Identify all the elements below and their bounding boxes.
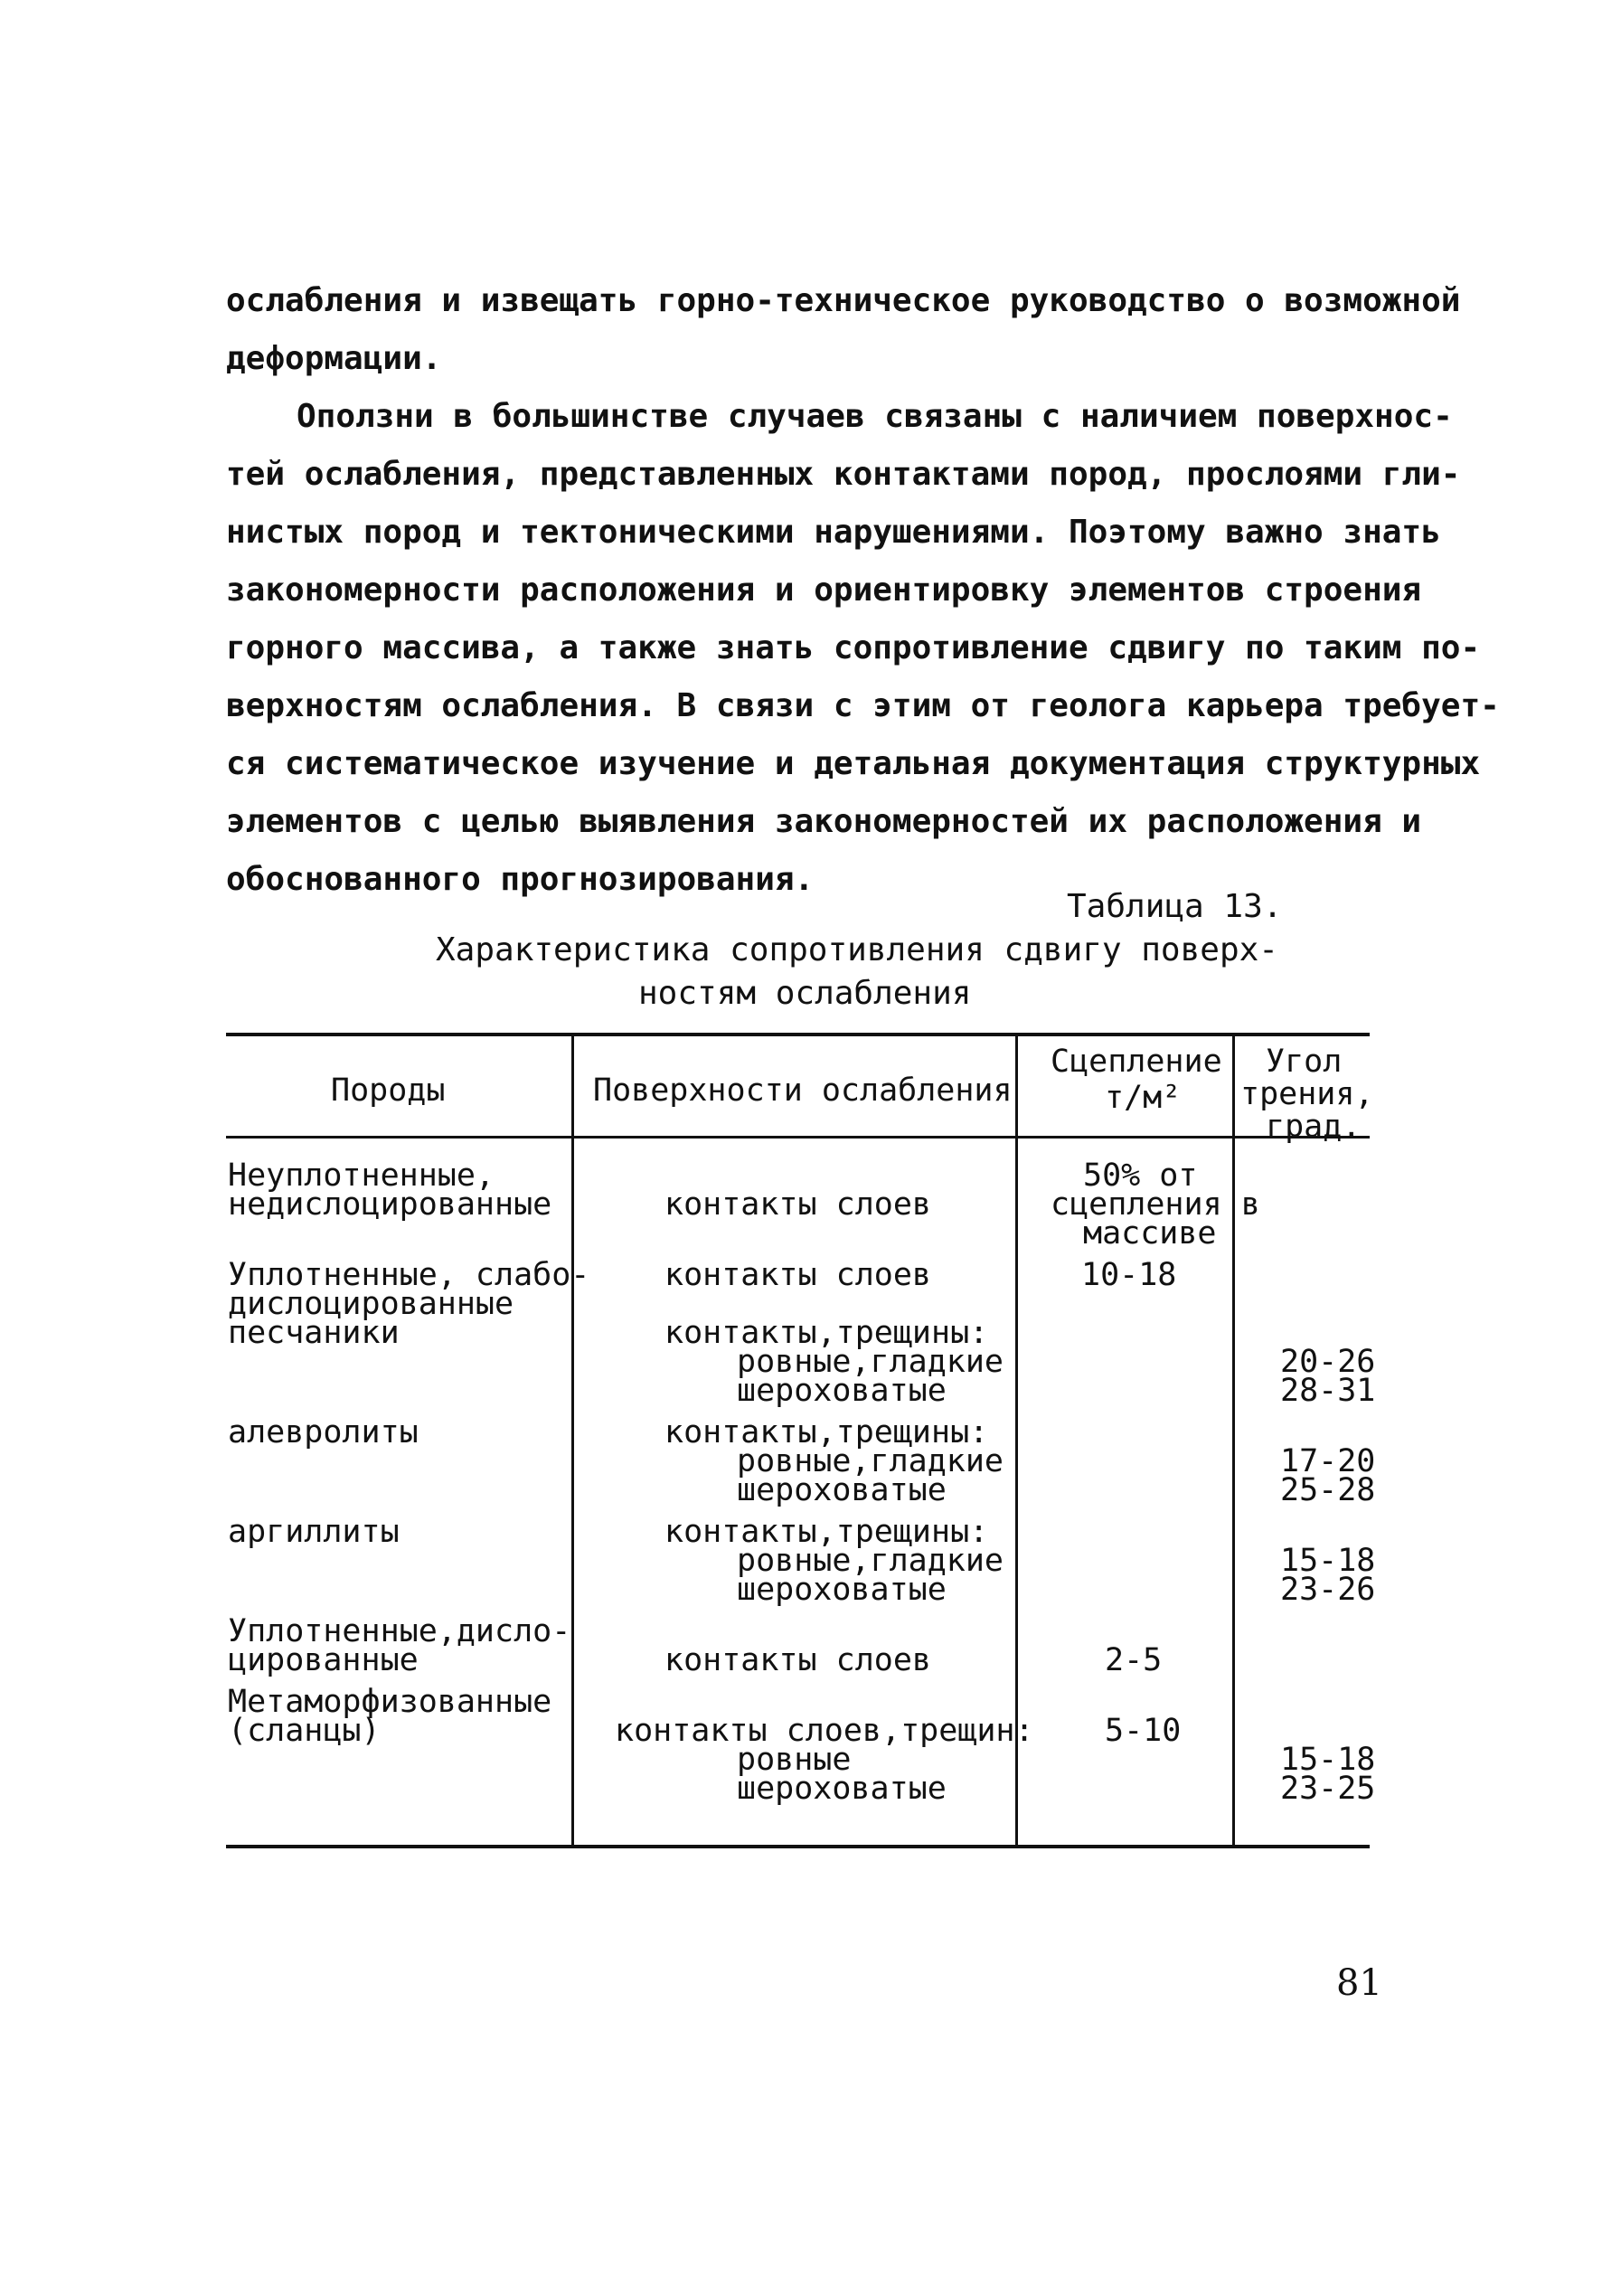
rock-name: недислоцированные bbox=[228, 1186, 552, 1223]
table-number: Таблица 13. bbox=[1067, 888, 1283, 925]
angle-value: 15-18 bbox=[1280, 1543, 1376, 1579]
surface-type: ровные,гладкие bbox=[737, 1443, 1004, 1479]
cohesion-value: массиве bbox=[1083, 1215, 1217, 1252]
table-title-line1: Характеристика сопротивления сдвигу поверх- bbox=[436, 931, 1278, 968]
angle-value: 23-26 bbox=[1280, 1572, 1376, 1608]
table-bottom-rule bbox=[226, 1845, 1370, 1848]
surface-type: ровные bbox=[737, 1742, 852, 1778]
text-line: нистых пород и тектоническими нарушениями. Поэтому важно знать bbox=[226, 514, 1441, 551]
header-angle-unit: град. bbox=[1266, 1109, 1362, 1145]
cohesion-value: 2-5 bbox=[1105, 1642, 1163, 1678]
surface-type: контакты слоев bbox=[664, 1642, 932, 1678]
column-divider bbox=[571, 1035, 574, 1845]
rock-name: Метаморфизованные bbox=[228, 1684, 552, 1720]
rock-name: (сланцы) bbox=[228, 1713, 381, 1749]
text-line: ся систематическое изучение и детальная документация структурных bbox=[226, 745, 1481, 782]
table-title-line2: ностям ослабления bbox=[638, 975, 972, 1012]
text-line: деформации. bbox=[226, 340, 442, 377]
rock-name: Уплотненные,дисло- bbox=[228, 1613, 571, 1649]
surface-type: контакты слоев bbox=[664, 1186, 932, 1223]
rock-name: песчаники bbox=[228, 1315, 400, 1351]
surface-type: шероховатые bbox=[737, 1472, 947, 1508]
surface-type: контакты,трещины: bbox=[664, 1414, 989, 1450]
column-divider bbox=[1232, 1035, 1235, 1845]
rock-name: алевролиты bbox=[228, 1414, 419, 1450]
angle-value: 28-31 bbox=[1280, 1373, 1376, 1409]
cohesion-value: 10-18 bbox=[1081, 1257, 1177, 1293]
rock-name: цированные bbox=[228, 1642, 419, 1678]
page-number: 81 bbox=[1336, 1962, 1382, 2004]
angle-value: 25-28 bbox=[1280, 1472, 1376, 1508]
header-surfaces: Поверхности ослабления bbox=[593, 1072, 1013, 1109]
text-line: закономерности расположения и ориентировку элементов строения bbox=[226, 572, 1422, 609]
text-line: верхностям ослабления. В связи с этим от геолога карьера требует- bbox=[226, 687, 1500, 724]
surface-type: ровные,гладкие bbox=[737, 1543, 1004, 1579]
surface-type: контакты слоев bbox=[664, 1257, 932, 1293]
angle-value: 17-20 bbox=[1280, 1443, 1376, 1479]
angle-value: 23-25 bbox=[1280, 1771, 1376, 1807]
text-line: обоснованного прогнозирования. bbox=[226, 861, 815, 898]
rock-name: дислоцированные bbox=[228, 1286, 514, 1322]
text-line: Оползни в большинстве случаев связаны с наличием поверхнос- bbox=[297, 398, 1453, 435]
header-angle-friction: трения, bbox=[1240, 1076, 1374, 1112]
surface-type: шероховатые bbox=[737, 1572, 947, 1608]
surface-type: контакты слоев,трещин: bbox=[615, 1713, 1034, 1749]
surface-type: контакты,трещины: bbox=[664, 1514, 989, 1550]
header-rocks: Породы bbox=[331, 1072, 446, 1109]
header-cohesion-unit: т/м² bbox=[1105, 1080, 1182, 1116]
header-cohesion: Сцепление bbox=[1051, 1044, 1222, 1080]
surface-type: шероховатые bbox=[737, 1373, 947, 1409]
text-line: горного массива, а также знать сопротивление сдвигу по таким по- bbox=[226, 629, 1481, 666]
cohesion-value: 50% от bbox=[1083, 1157, 1198, 1194]
table-header-rule bbox=[226, 1136, 1370, 1139]
angle-value: 15-18 bbox=[1280, 1742, 1376, 1778]
text-line: элементов с целью выявления закономерностей их расположения и bbox=[226, 803, 1422, 840]
cohesion-value: сцепления в bbox=[1051, 1186, 1260, 1223]
rock-name: аргиллиты bbox=[228, 1514, 400, 1550]
surface-type: шероховатые bbox=[737, 1771, 947, 1807]
surface-type: ровные,гладкие bbox=[737, 1344, 1004, 1380]
rock-name: Неуплотненные, bbox=[228, 1157, 495, 1194]
angle-value: 20-26 bbox=[1280, 1344, 1376, 1380]
cohesion-value: 5-10 bbox=[1105, 1713, 1182, 1749]
text-line: ослабления и извещать горно-техническое руководство о возможной bbox=[226, 282, 1461, 319]
text-line: тей ослабления, представленных контактами пород, прослоями гли- bbox=[226, 456, 1461, 493]
rock-name: Уплотненные, слабо- bbox=[228, 1257, 590, 1293]
table-top-rule bbox=[226, 1033, 1370, 1036]
header-angle: Угол bbox=[1266, 1044, 1343, 1080]
surface-type: контакты,трещины: bbox=[664, 1315, 989, 1351]
